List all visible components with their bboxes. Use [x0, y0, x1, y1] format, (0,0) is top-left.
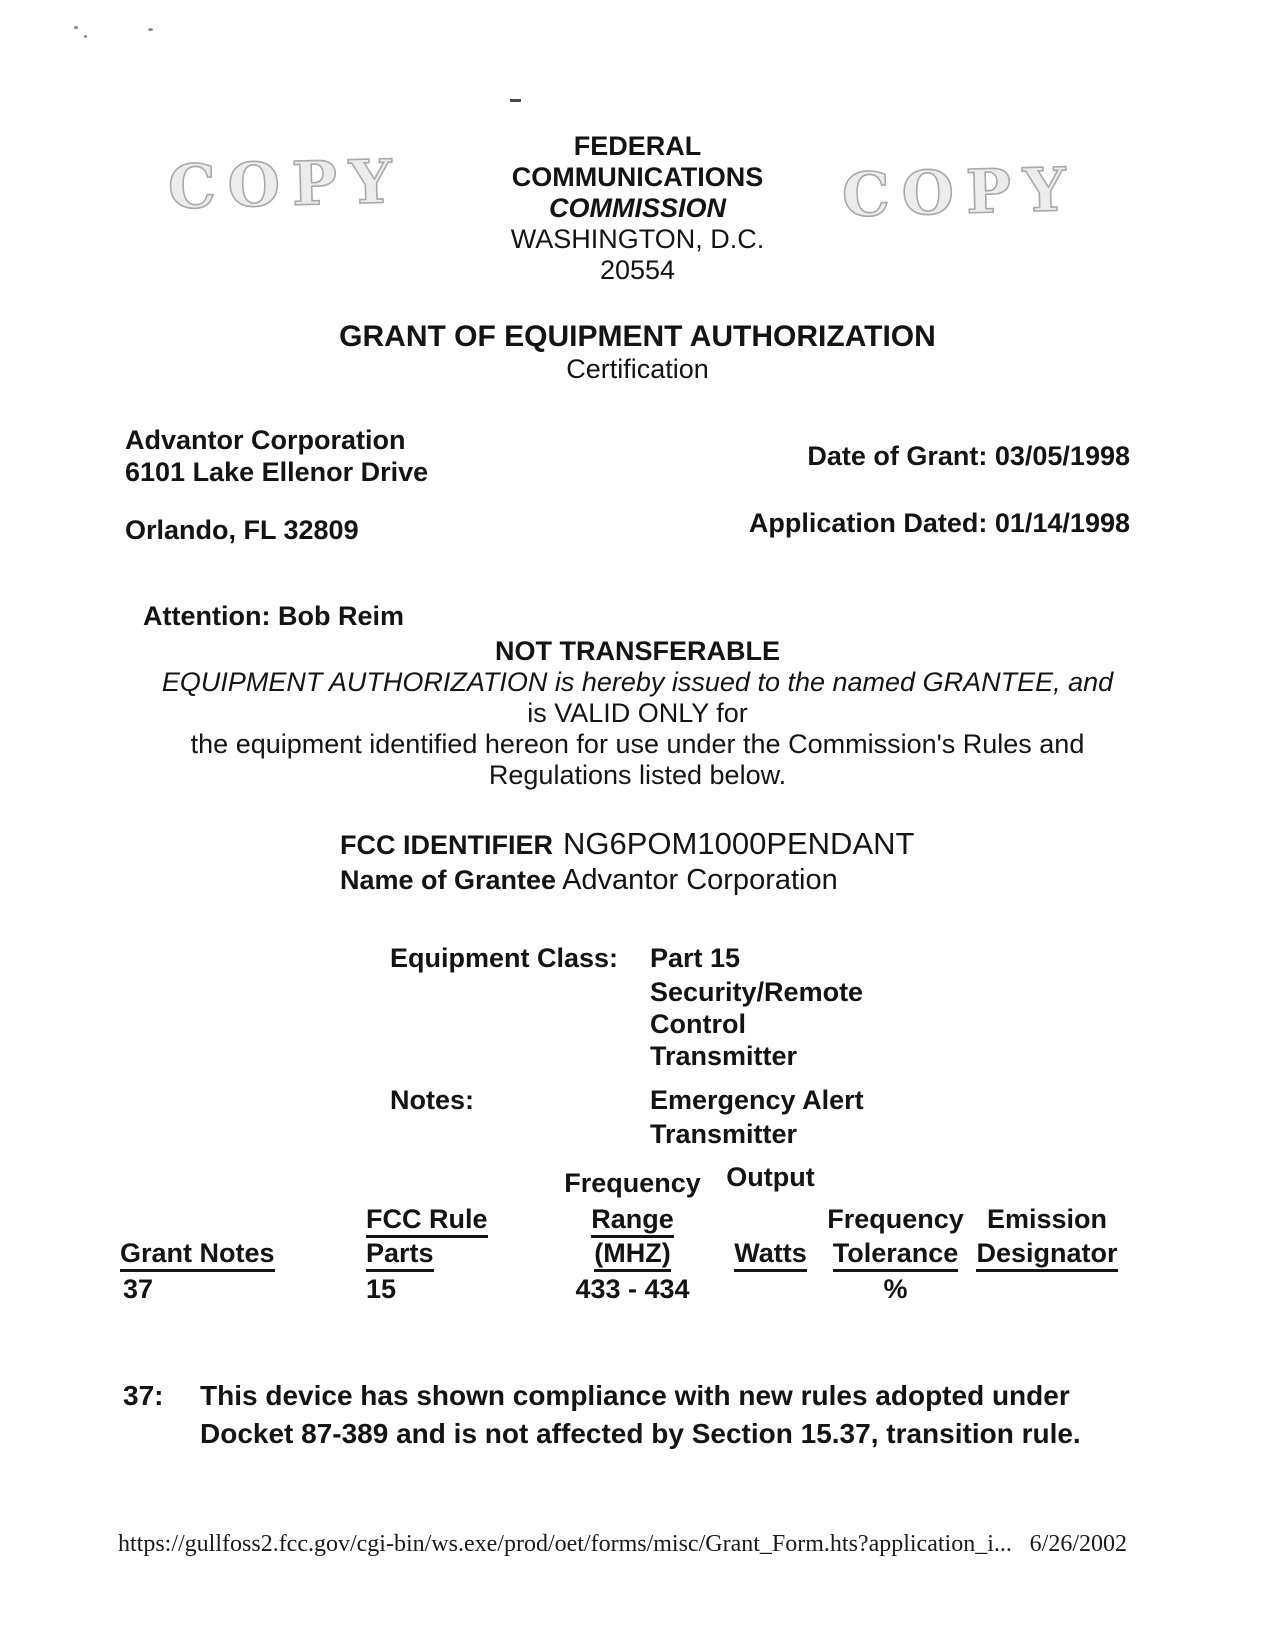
- table-header-designator: Designator: [962, 1238, 1132, 1272]
- table-cell-grant-notes: 37: [123, 1274, 154, 1304]
- agency-line-commission: COMMISSION: [548, 193, 726, 223]
- table-cell-tolerance: %: [883, 1274, 908, 1304]
- table-header-watts: Watts: [718, 1238, 823, 1272]
- scan-dash: [510, 99, 521, 102]
- fcc-identifier-label: FCC IDENTIFIER: [340, 830, 553, 860]
- agency-line-city: WASHINGTON, D.C.: [510, 224, 765, 254]
- print-footer: [118, 1531, 1127, 1558]
- grant-note-line-2: Docket 87-389 and is not affected by Section 15.37, transition rule.: [200, 1418, 1081, 1449]
- table-header-range: Range: [550, 1204, 715, 1238]
- name-of-grantee-row: [340, 864, 838, 897]
- table-cell-watts: [718, 1274, 823, 1304]
- authorization-line-3: the equipment identified hereon for use under the Commission's Rules and: [190, 729, 1085, 759]
- scan-speck: [148, 28, 153, 31]
- table-header-mhz: (MHZ): [550, 1238, 715, 1272]
- agency-line-federal: FEDERAL: [573, 131, 702, 161]
- grantee-city: Orlando, FL 32809: [125, 515, 359, 545]
- table-header-emission: Emission: [986, 1204, 1108, 1234]
- fcc-identifier-row: [340, 826, 914, 862]
- notes-label: Notes:: [390, 1085, 475, 1115]
- name-of-grantee-label: Name of Grantee: [340, 865, 557, 895]
- table-header-frequency-tolerance-line1: Frequency: [827, 1204, 964, 1234]
- grantee-name: Advantor Corporation: [125, 425, 406, 455]
- notes-line-1: Emergency Alert: [650, 1085, 864, 1115]
- equipment-class-label: Equipment Class:: [390, 943, 619, 973]
- application-dated: Application Dated: 01/14/1998: [748, 508, 1130, 538]
- scan-speck: [74, 26, 78, 29]
- equipment-class-line-1: Part 15: [650, 943, 741, 973]
- table-header-frequency-range-line1: Frequency: [564, 1168, 701, 1198]
- grant-note-number: 37:: [123, 1380, 164, 1411]
- copy-watermark-left: COPY: [167, 146, 405, 224]
- table-cell-rule-parts: 15: [366, 1274, 397, 1304]
- copy-watermark-right: COPY: [841, 154, 1079, 232]
- agency-header: [0, 131, 1275, 286]
- grantee-street: 6101 Lake Ellenor Drive: [125, 457, 429, 487]
- equipment-class-line-4: Transmitter: [650, 1041, 798, 1071]
- authorization-line-4: Regulations listed below.: [488, 760, 787, 790]
- not-transferable-heading: NOT TRANSFERABLE: [495, 636, 780, 666]
- attention-line: Attention: Bob Reim: [143, 601, 404, 631]
- name-of-grantee-value: Advantor Corporation: [562, 864, 838, 896]
- footer-date: 6/26/2002: [1029, 1531, 1127, 1557]
- table-cell-freq-range: 433 - 434: [575, 1274, 690, 1304]
- equipment-class-line-3: Control: [650, 1009, 746, 1039]
- footer-url: https://gullfoss2.fcc.gov/cgi-bin/ws.exe/prod/oet/forms/misc/Grant_Form.hts?application_i...: [118, 1531, 1012, 1557]
- table-header-tolerance: Tolerance: [818, 1238, 973, 1272]
- equipment-class-line-2: Security/Remote: [650, 977, 864, 1007]
- authorization-line-1: EQUIPMENT AUTHORIZATION is hereby issued to the named GRANTEE, and: [161, 667, 1114, 697]
- document-title: GRANT OF EQUIPMENT AUTHORIZATION: [339, 320, 936, 353]
- scan-speck: [84, 35, 87, 38]
- authorization-line-2: is VALID ONLY for: [527, 698, 748, 728]
- date-of-grant: Date of Grant: 03/05/1998: [807, 441, 1130, 471]
- fcc-identifier-value: NG6POM1000PENDANT: [563, 826, 915, 861]
- authorization-paragraph: [0, 667, 1275, 791]
- agency-line-zip: 20554: [599, 255, 676, 285]
- table-header-grant-notes: Grant Notes: [120, 1238, 320, 1272]
- document-subtitle: Certification: [566, 354, 709, 384]
- table-cell-designator: [962, 1274, 1132, 1304]
- table-header-output: Output: [726, 1162, 815, 1192]
- grant-note-line-1: This device has shown compliance with new rules adopted under: [200, 1380, 1070, 1411]
- table-header-parts: Parts: [366, 1238, 516, 1272]
- notes-line-2: Transmitter: [650, 1119, 798, 1149]
- agency-line-communications: COMMUNICATIONS: [511, 162, 764, 192]
- table-header-fcc-rule: FCC Rule: [366, 1204, 516, 1238]
